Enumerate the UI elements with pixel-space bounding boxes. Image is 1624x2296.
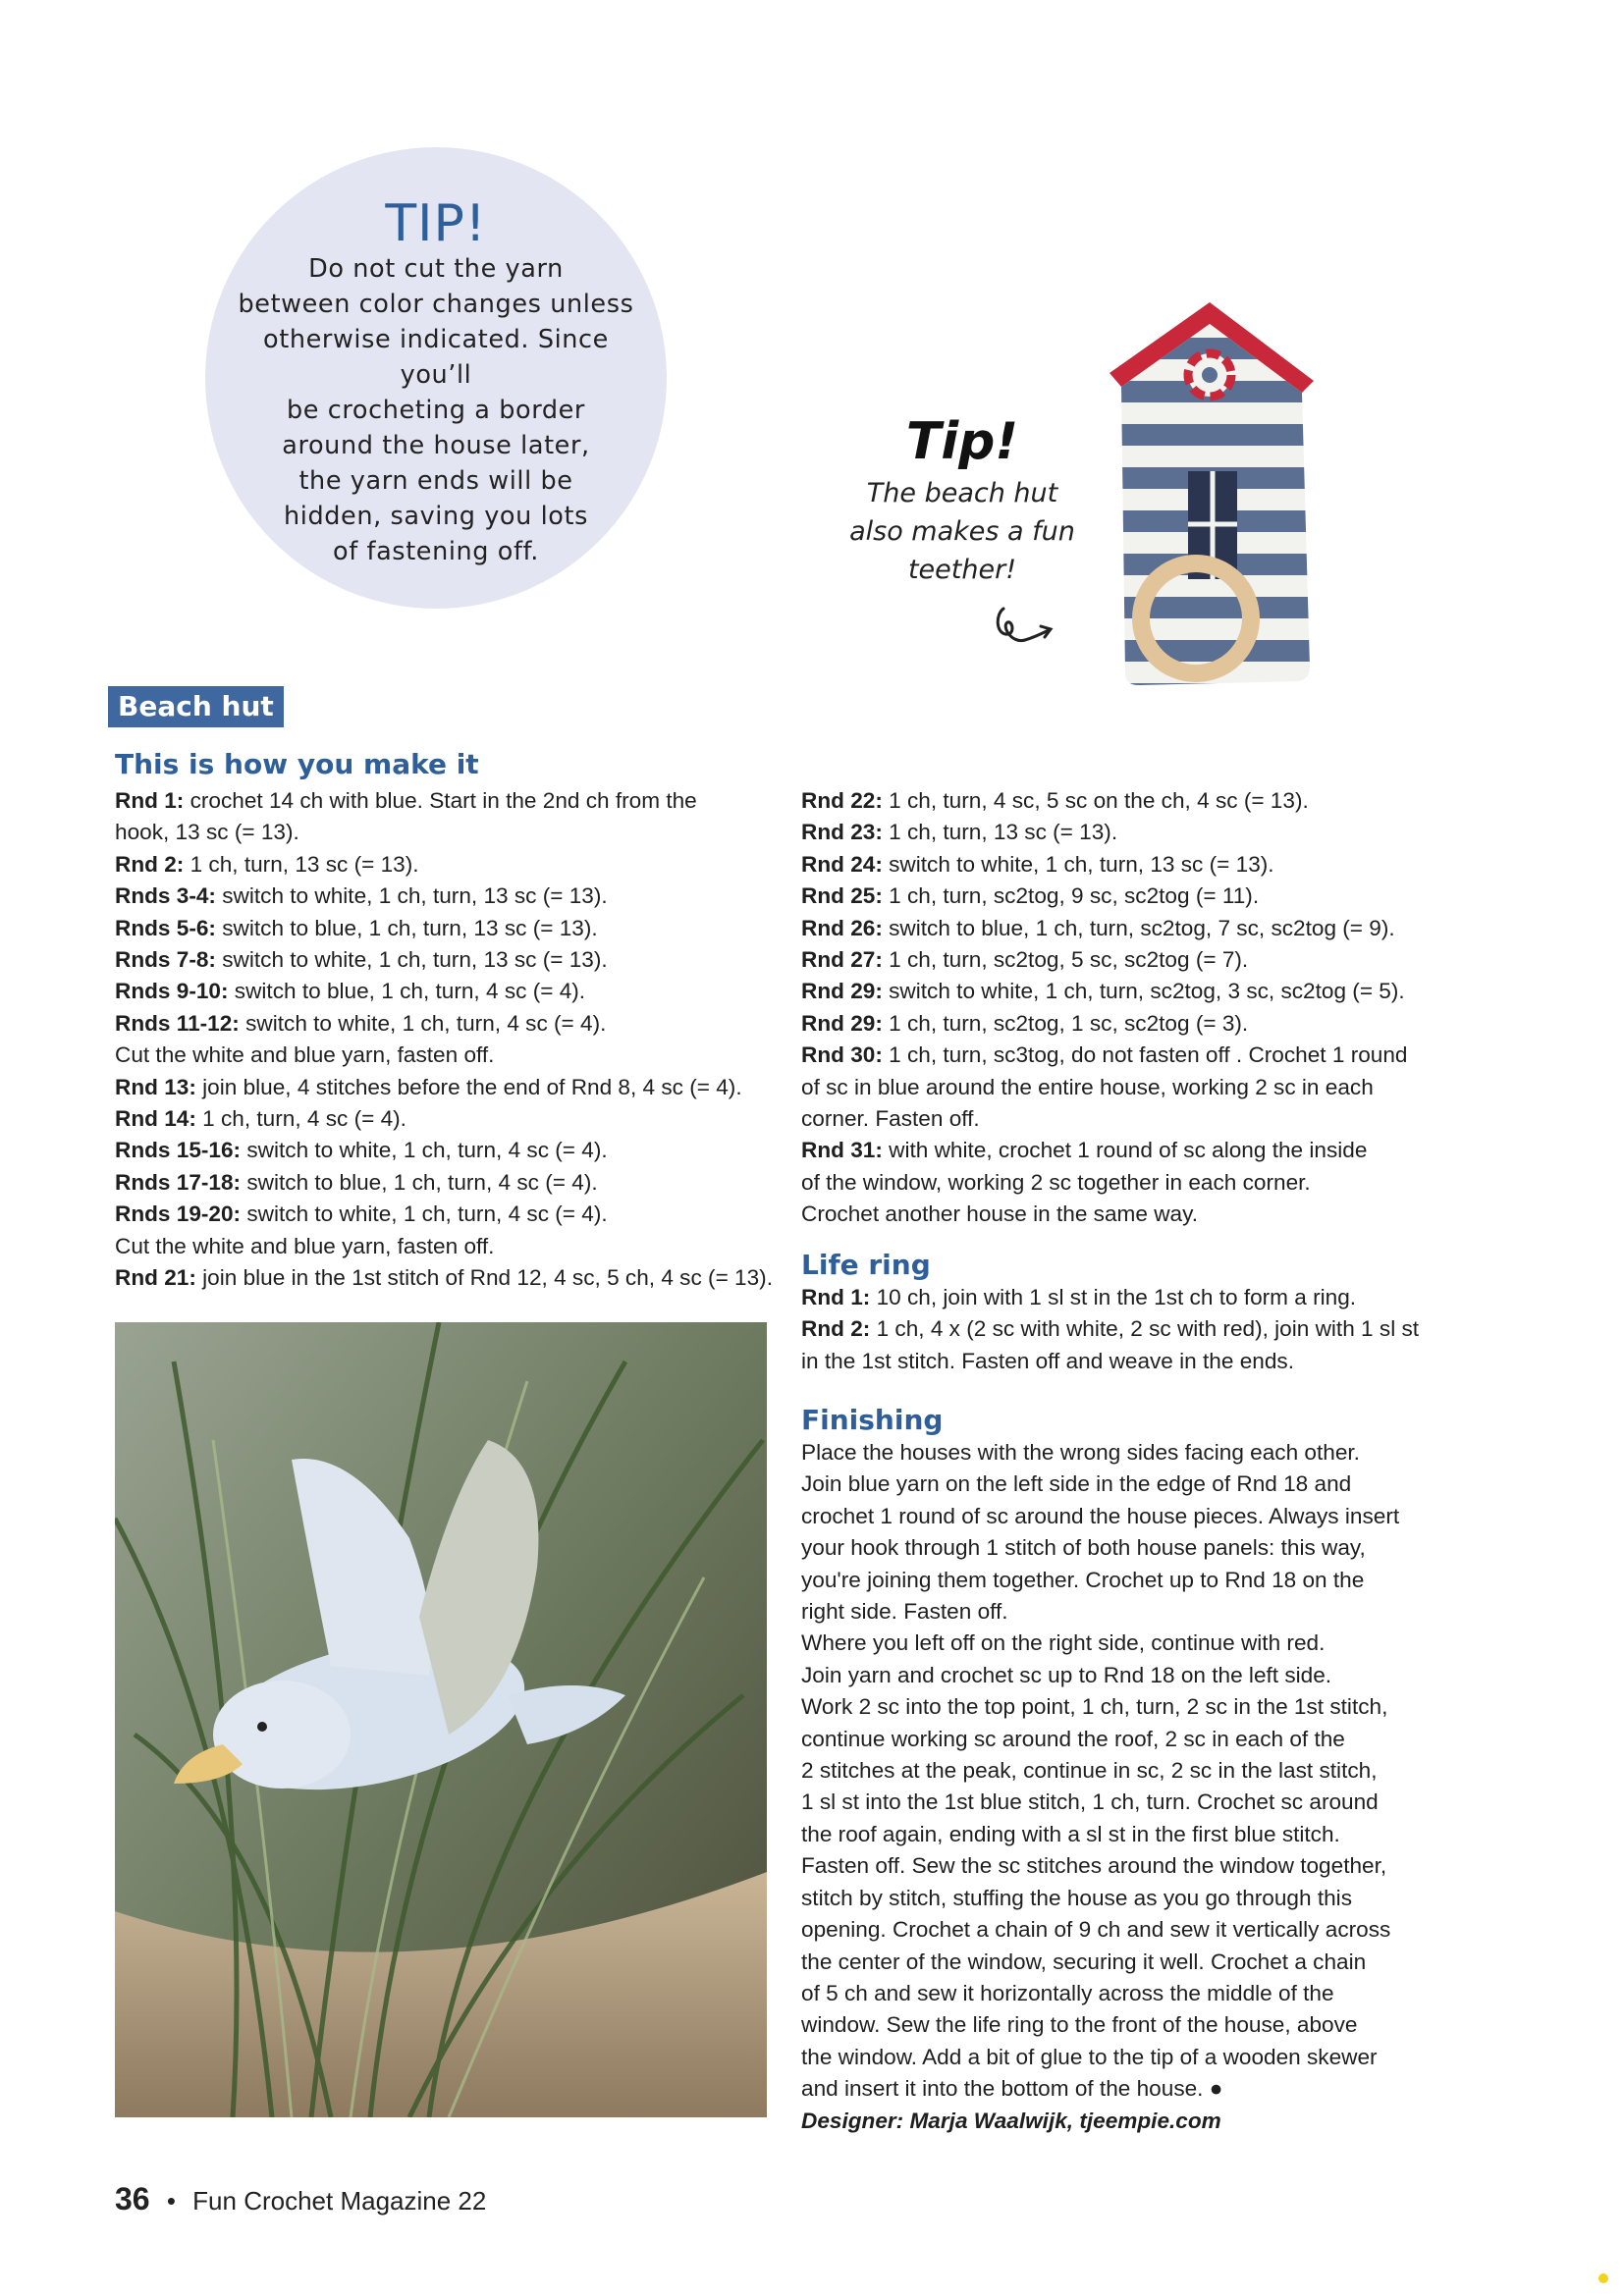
teether-tip-line: also makes a fun [849, 516, 1075, 547]
left-instructions [115, 785, 783, 1295]
instruction-line [115, 1103, 783, 1135]
round-label: Rnds 19-20: [115, 1201, 242, 1227]
instruction-line [115, 1199, 783, 1230]
instruction-line [801, 1008, 1479, 1040]
finishing-line: opening. Crochet a chain of 9 ch and sew it vertically across [801, 1917, 1391, 1943]
instruction-line [115, 881, 783, 912]
round-label: Rnd 29: [801, 979, 883, 1004]
round-text: switch to white, 1 ch, turn, sc2tog, 3 sc, sc2tog (= 5). [882, 979, 1405, 1004]
round-label: Rnd 13: [115, 1074, 196, 1099]
round-label: Rnds 15-16: [115, 1138, 242, 1163]
round-text: 1 ch, turn, 13 sc (= 13). [184, 851, 419, 877]
round-label: Rnd 1: [801, 1285, 871, 1309]
round-text: switch to white, 1 ch, turn, 13 sc (= 13). [215, 883, 608, 909]
round-text: switch to white, 1 ch, turn, 4 sc (= 4). [241, 1138, 608, 1163]
magazine-name: Fun Crochet Magazine 22 [192, 2186, 487, 2216]
instruction-line [115, 1262, 783, 1294]
instruction-line [801, 881, 1479, 912]
round-label: Rnd 22: [801, 788, 883, 813]
finishing-line: Fasten off. Sew the sc stitches around the window together, [801, 1853, 1387, 1879]
finishing-line: stitch by stitch, stuffing the house as you go through this [801, 1885, 1352, 1910]
curly-arrow-icon [992, 601, 1060, 650]
round-text: 10 ch, join with 1 sl st in the 1st ch to form a ring. [870, 1285, 1357, 1309]
round-text: 1 ch, turn, sc2tog, 9 sc, sc2tog (= 11). [882, 883, 1260, 909]
round-text: 1 ch, turn, 13 sc (= 13). [882, 820, 1118, 845]
instruction-line [115, 1231, 783, 1262]
round-label: Rnds 17-18: [115, 1169, 242, 1195]
instruction-line [801, 817, 1479, 848]
round-label: Rnds 11-12: [115, 1010, 240, 1036]
finishing-line: right side. Fasten off. [801, 1599, 1008, 1625]
round-text: 1 ch, turn, 4 sc (= 4). [195, 1106, 406, 1132]
tip-title: TIP! [385, 194, 487, 253]
tip-line: the yarn ends will be [298, 466, 573, 496]
round-text: Cut the white and blue yarn, fasten off. [115, 1233, 495, 1258]
round-label: Rnd 29: [801, 1010, 883, 1036]
instruction-line [801, 1135, 1479, 1166]
teether-tip-line: The beach hut [866, 478, 1058, 508]
round-text: join blue, 4 stitches before the end of Rnd 8, 4 sc (= 4). [195, 1074, 742, 1099]
designer-credit: Designer: Marja Waalwijk, tjeempie.com [801, 2108, 1221, 2133]
round-text: Crochet another house in the same way. [801, 1201, 1198, 1227]
round-label: Rnd 26: [801, 915, 883, 940]
tip-line: be crocheting a border [286, 396, 586, 425]
instruction-line [801, 785, 1479, 817]
life-ring-instructions [801, 1282, 1479, 1377]
tip-line: around the house later, [282, 431, 590, 460]
round-label: Rnd 25: [801, 883, 883, 909]
round-label: Rnds 9-10: [115, 979, 229, 1004]
right-instructions [801, 785, 1479, 1231]
instruction-line [115, 1072, 783, 1103]
instruction-line [801, 913, 1479, 944]
finishing-line: your hook through 1 stitch of both house panels: this way, [801, 1535, 1366, 1561]
round-label: Rnd 14: [115, 1106, 196, 1132]
instruction-line [115, 1167, 783, 1199]
finishing-line: Join blue yarn on the left side in the edge of Rnd 18 and [801, 1471, 1352, 1497]
instruction-line [115, 976, 783, 1007]
finishing-line: and insert it into the bottom of the house. ● [801, 2076, 1223, 2102]
instruction-line [801, 849, 1479, 881]
round-text: switch to blue, 1 ch, turn, 4 sc (= 4). [228, 979, 586, 1004]
beach-hut-photo [1100, 294, 1335, 697]
footer-bullet: • [166, 2186, 176, 2216]
round-label: Rnd 21: [115, 1265, 196, 1291]
instruction-line [115, 785, 783, 817]
finishing-line: the roof again, ending with a sl st in the first blue stitch. [801, 1821, 1340, 1846]
round-text: switch to blue, 1 ch, turn, 13 sc (= 13). [215, 915, 598, 940]
tip-body [225, 251, 647, 569]
tip-line: Do not cut the yarn [308, 254, 564, 284]
round-label: Rnds 5-6: [115, 915, 216, 940]
round-text: corner. Fasten off. [801, 1106, 980, 1132]
finishing-line: crochet 1 round of sc around the house pieces. Always insert [801, 1503, 1400, 1528]
round-text: 1 ch, turn, sc2tog, 1 sc, sc2tog (= 3). [882, 1010, 1249, 1036]
finishing-text [801, 1437, 1479, 2106]
round-text: of sc in blue around the entire house, working 2 sc in each [801, 1074, 1374, 1099]
instruction-line [801, 944, 1479, 976]
round-text: 1 ch, turn, sc3tog, do not fasten off . Crochet 1 round [882, 1042, 1408, 1068]
finishing-line: Where you left off on the right side, continue with red. [801, 1630, 1326, 1656]
instruction-line [115, 849, 783, 881]
instruction-line [115, 1135, 783, 1166]
instruction-line [801, 1103, 1479, 1135]
tip-line: hidden, saving you lots [284, 502, 588, 531]
round-label: Rnd 23: [801, 820, 883, 845]
round-text: in the 1st stitch. Fasten off and weave in the ends. [801, 1348, 1294, 1373]
tip-line: between color changes unless [238, 290, 634, 319]
life-ring-heading: Life ring [801, 1249, 931, 1281]
instruction-line [801, 1167, 1479, 1199]
instruction-line [115, 817, 783, 848]
round-text: switch to white, 1 ch, turn, 4 sc (= 4). [241, 1201, 608, 1227]
round-label: Rnd 27: [801, 947, 883, 973]
instruction-line [115, 944, 783, 976]
finishing-line: 2 stitches at the peak, continue in sc, 2 sc in the last stitch, [801, 1758, 1378, 1784]
finishing-instructions [801, 1437, 1479, 2137]
round-label: Rnd 31: [801, 1138, 883, 1163]
finishing-line: Join yarn and crochet sc up to Rnd 18 on the left side. [801, 1662, 1332, 1687]
finishing-line: the center of the window, securing it well. Crochet a chain [801, 1949, 1367, 1974]
round-label: Rnds 7-8: [115, 947, 216, 973]
page-number: 36 [115, 2181, 150, 2216]
instruction-line [801, 1346, 1479, 1377]
instruction-line [115, 913, 783, 944]
corner-mark [1598, 2273, 1608, 2283]
round-label: Rnds 3-4: [115, 883, 216, 909]
round-text: 1 ch, 4 x (2 sc with white, 2 sc with red), join with 1 sl st [870, 1316, 1420, 1342]
finishing-line: continue working sc around the roof, 2 sc in each of the [801, 1726, 1345, 1751]
round-label: Rnd 2: [801, 1316, 871, 1342]
teether-tip-title: Tip! [905, 412, 1019, 471]
round-text: switch to white, 1 ch, turn, 13 sc (= 13). [882, 851, 1274, 877]
teether-tip-line: teether! [907, 555, 1017, 585]
instruction-line [801, 1282, 1479, 1313]
round-label: Rnd 30: [801, 1042, 883, 1068]
round-text: with white, crochet 1 round of sc along the inside [882, 1138, 1368, 1163]
finishing-line: window. Sew the life ring to the front of the house, above [801, 2012, 1358, 2038]
tip-line: of fastening off. [333, 537, 539, 566]
round-label: Rnd 24: [801, 851, 883, 877]
finishing-line: the window. Add a bit of glue to the tip of a wooden skewer [801, 2044, 1378, 2069]
round-label: Rnd 2: [115, 851, 185, 877]
round-text: switch to blue, 1 ch, turn, sc2tog, 7 sc, sc2tog (= 9). [882, 915, 1395, 940]
round-text: switch to white, 1 ch, turn, 13 sc (= 13). [215, 947, 608, 973]
section-label: Beach hut [108, 686, 284, 727]
how-heading: This is how you make it [115, 748, 479, 780]
instruction-line [801, 1040, 1479, 1071]
tip-line: otherwise indicated. Since you’ll [263, 325, 609, 390]
round-text: crochet 14 ch with blue. Start in the 2nd ch from the [184, 788, 697, 813]
instruction-line [115, 1008, 783, 1040]
round-label: Rnd 1: [115, 788, 185, 813]
finishing-line: you're joining them together. Crochet up to Rnd 18 on the [801, 1567, 1365, 1592]
round-text: hook, 13 sc (= 13). [115, 820, 299, 845]
finishing-line: 1 sl st into the 1st blue stitch, 1 ch, turn. Crochet sc around [801, 1789, 1379, 1815]
round-text: Cut the white and blue yarn, fasten off. [115, 1042, 495, 1068]
page-footer [115, 2181, 486, 2217]
finishing-line: Work 2 sc into the top point, 1 ch, turn, 2 sc in the 1st stitch, [801, 1694, 1388, 1720]
round-text: switch to white, 1 ch, turn, 4 sc (= 4). [239, 1010, 607, 1036]
finishing-line: Place the houses with the wrong sides facing each other. [801, 1440, 1360, 1465]
seagull-photo [115, 1322, 767, 2117]
instruction-line [801, 1072, 1479, 1103]
instruction-line [801, 976, 1479, 1007]
instruction-line [115, 1040, 783, 1071]
instruction-line [801, 1199, 1479, 1230]
round-text: 1 ch, turn, sc2tog, 5 sc, sc2tog (= 7). [882, 947, 1249, 973]
round-text: 1 ch, turn, 4 sc, 5 sc on the ch, 4 sc (= 13). [882, 788, 1309, 813]
round-text: switch to blue, 1 ch, turn, 4 sc (= 4). [241, 1169, 598, 1195]
round-text: of the window, working 2 sc together in each corner. [801, 1169, 1311, 1195]
finishing-heading: Finishing [801, 1404, 944, 1436]
teether-tip-body [844, 474, 1080, 589]
round-text: join blue in the 1st stitch of Rnd 12, 4 sc, 5 ch, 4 sc (= 13). [195, 1265, 773, 1291]
instruction-line [801, 1313, 1479, 1345]
finishing-line: of 5 ch and sew it horizontally across the middle of the [801, 1980, 1334, 2005]
